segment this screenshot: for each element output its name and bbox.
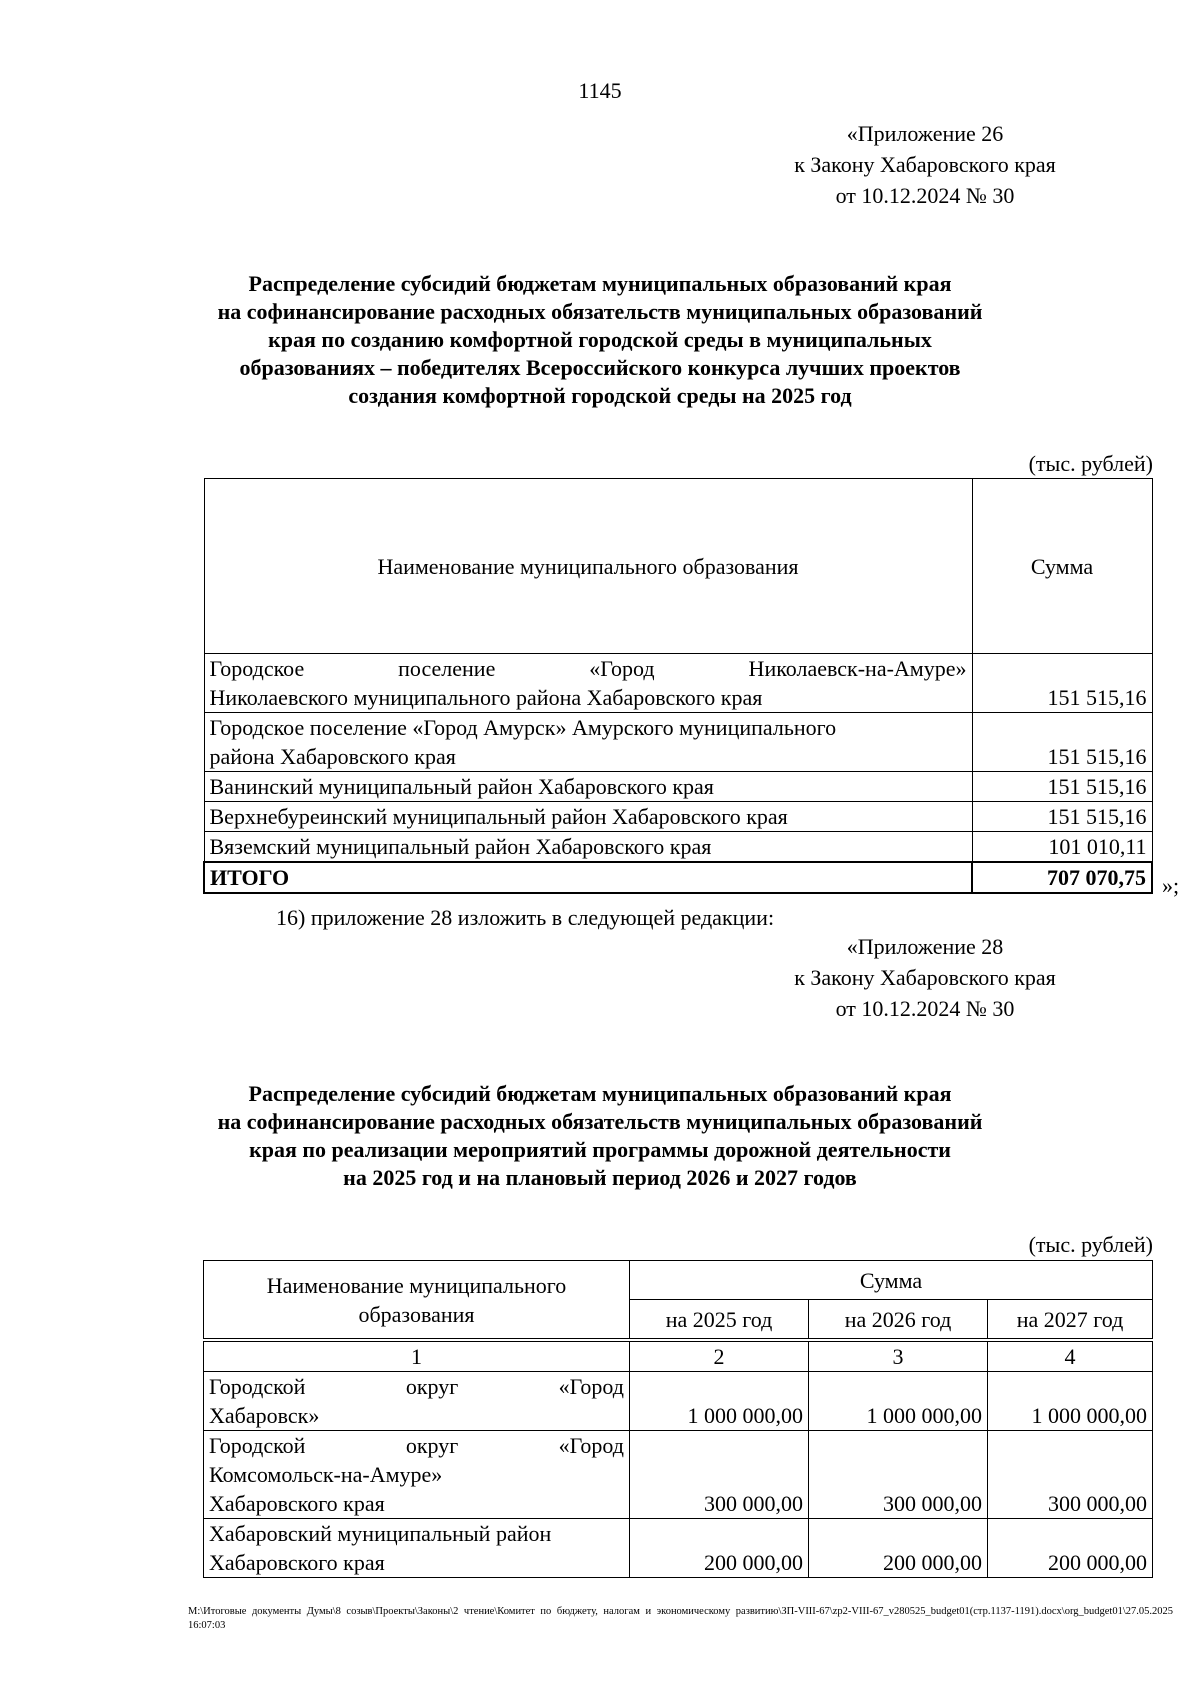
appendix-26-heading <box>700 118 1150 211</box>
units-label-26: (тыс. рублей) <box>1028 451 1153 476</box>
row-name: Вяземский муниципальный район Хабаровского края <box>204 832 972 863</box>
row-value: 151 515,16 <box>972 654 1152 713</box>
column-number: 4 <box>988 1340 1153 1372</box>
row-value: 151 515,16 <box>972 772 1152 802</box>
total-label: ИТОГО <box>204 862 972 893</box>
row-name-line: Городское поселение «Город Амурск» Амурского муниципального <box>209 715 837 740</box>
row-value-2026: 200 000,00 <box>809 1519 988 1578</box>
table-28 <box>203 1260 1153 1578</box>
row-name-line: Хабаровск» <box>209 1403 320 1428</box>
row-name-line: Хабаровского края <box>209 1491 385 1516</box>
appendix-26-line1: «Приложение 26 <box>846 121 1004 146</box>
title26-line4: образованиях – победителях Всероссийского конкурса лучших проектов <box>239 355 961 380</box>
header-year-2026: на 2026 год <box>809 1300 988 1341</box>
title28-line2: на софинансирование расходных обязательств муниципальных образований <box>217 1109 983 1134</box>
column-number: 3 <box>809 1340 988 1372</box>
row-value: 151 515,16 <box>972 713 1152 772</box>
total-value: 707 070,75 <box>972 862 1152 893</box>
title26-line1: Распределение субсидий бюджетам муниципальных образований края <box>248 271 952 296</box>
table-row <box>204 654 1152 713</box>
units-label-28: (тыс. рублей) <box>1028 1232 1153 1257</box>
header-year-2025: на 2025 год <box>630 1300 809 1341</box>
row-value-2027: 200 000,00 <box>988 1519 1153 1578</box>
row-name-line: Хабаровского края <box>209 1550 385 1575</box>
row-value-2025: 300 000,00 <box>630 1431 809 1519</box>
appendix-28-line1: «Приложение 28 <box>846 934 1004 959</box>
header-year-2027: на 2027 год <box>988 1300 1153 1341</box>
appendix-26-line3: от 10.12.2024 № 30 <box>835 183 1015 208</box>
column-number-row <box>204 1340 1153 1372</box>
page-number: 1145 <box>578 78 622 103</box>
row-name-line: района Хабаровского края <box>209 744 456 769</box>
appendix-28-line3: от 10.12.2024 № 30 <box>835 996 1015 1021</box>
title28-line4: на 2025 год и на плановый период 2026 и 2027 годов <box>343 1165 857 1190</box>
header-name-cell: Наименование муниципального образования <box>204 479 972 654</box>
row-value-2025: 200 000,00 <box>630 1519 809 1578</box>
appendix-28-heading <box>700 931 1150 1024</box>
header-name-line: образования <box>358 1302 475 1327</box>
row-value-2026: 300 000,00 <box>809 1431 988 1519</box>
header-name-line: Наименование муниципального <box>266 1273 567 1298</box>
row-value: 101 010,11 <box>972 832 1152 863</box>
header-sum-cell: Сумма <box>630 1261 1153 1300</box>
table-row <box>204 832 1152 863</box>
title26-line2: на софинансирование расходных обязательств муниципальных образований <box>217 299 983 324</box>
title26-line3: края по созданию комфортной городской среды в муниципальных <box>268 327 932 352</box>
header-name-cell <box>204 1261 630 1341</box>
instruction-text: 16) приложение 28 изложить в следующей редакции: <box>276 905 775 930</box>
appendix-28-title <box>200 1080 1000 1192</box>
row-value-2025: 1 000 000,00 <box>630 1372 809 1431</box>
appendix-26-title <box>200 270 1000 410</box>
total-row <box>204 862 1152 893</box>
column-number: 2 <box>630 1340 809 1372</box>
appendix-26-line2: к Закону Хабаровского края <box>794 152 1056 177</box>
table-26 <box>203 478 1153 894</box>
row-name-line: Городской округ «Город <box>209 1433 624 1458</box>
row-value: 151 515,16 <box>972 802 1152 832</box>
row-name-line: Комсомольск-на-Амуре» <box>209 1462 443 1487</box>
table-row <box>204 1431 1153 1519</box>
table-row <box>204 1519 1153 1578</box>
row-name-line: Городское поселение «Город Николаевск-на-Амуре» <box>209 656 967 681</box>
table-row <box>204 1372 1153 1431</box>
table-row <box>204 802 1152 832</box>
row-name-line: Городской округ «Город <box>209 1374 624 1399</box>
row-name-line: Хабаровский муниципальный район <box>209 1521 552 1546</box>
appendix-28-line2: к Закону Хабаровского края <box>794 965 1056 990</box>
title28-line3: края по реализации мероприятий программы дорожной деятельности <box>249 1137 951 1162</box>
header-sum-cell: Сумма <box>972 479 1152 654</box>
table-row <box>204 713 1152 772</box>
row-value-2026: 1 000 000,00 <box>809 1372 988 1431</box>
title26-line5: создания комфортной городской среды на 2025 год <box>348 383 852 408</box>
row-value-2027: 300 000,00 <box>988 1431 1153 1519</box>
footer-file-path: M:\Итоговые документы Думы\8 созыв\Проекты\Законы\2 чтение\Комитет по бюджету, налогам и экономическому развитию\ЗП-VIII-67\zp2-VIII-67_v280525_budget01(стр.1137-1191).docx\org_budget01\27.05.2025 16:07:03 <box>188 1606 1173 1631</box>
title28-line1: Распределение субсидий бюджетам муниципальных образований края <box>248 1081 952 1106</box>
column-number: 1 <box>204 1340 630 1372</box>
row-name-line: Николаевского муниципального района Хабаровского края <box>209 685 763 710</box>
row-value-2027: 1 000 000,00 <box>988 1372 1153 1431</box>
table-row <box>204 772 1152 802</box>
row-name: Верхнебуреинский муниципальный район Хабаровского края <box>204 802 972 832</box>
row-name: Ванинский муниципальный район Хабаровского края <box>204 772 972 802</box>
closing-mark: »; <box>1162 873 1180 898</box>
